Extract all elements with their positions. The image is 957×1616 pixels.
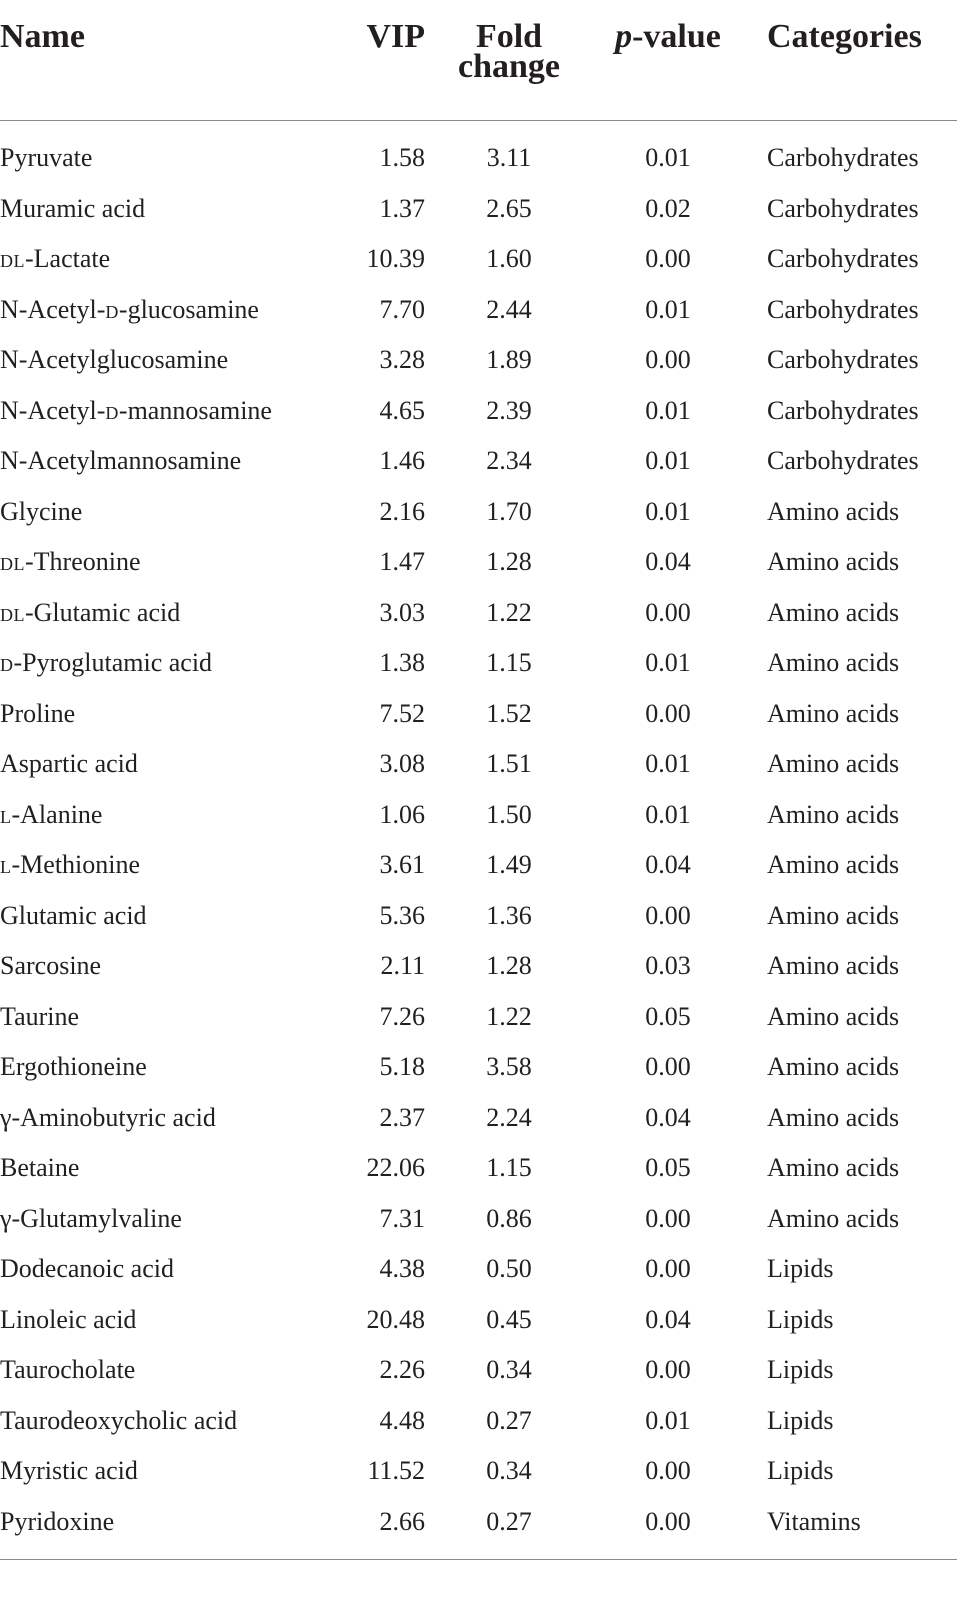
cell-name bbox=[0, 739, 340, 790]
table-row bbox=[0, 436, 957, 487]
header-p-italic: p bbox=[615, 18, 633, 55]
cell-category: Amino acids bbox=[767, 749, 900, 779]
cell-fold-change: 3.11 bbox=[486, 143, 532, 173]
cell-p-value: 0.00 bbox=[645, 1456, 691, 1486]
cell-category: Amino acids bbox=[767, 1052, 900, 1082]
cell-p-value: 0.01 bbox=[645, 648, 691, 678]
cell-category: Lipids bbox=[767, 1405, 834, 1435]
cell-name bbox=[0, 1497, 340, 1560]
stereo-marker: d bbox=[105, 395, 119, 425]
compound-name: -Methionine bbox=[11, 850, 141, 880]
cell-name bbox=[0, 1194, 340, 1245]
cell-p-value: 0.02 bbox=[645, 193, 691, 223]
cell-vip: 7.70 bbox=[379, 294, 425, 324]
cell-vip: 1.06 bbox=[379, 799, 425, 829]
table-body bbox=[0, 121, 957, 1560]
cell-vip: 4.48 bbox=[379, 1405, 425, 1435]
cell-category: Lipids bbox=[767, 1355, 834, 1385]
cell-category: Amino acids bbox=[767, 698, 900, 728]
stereo-marker: d bbox=[105, 294, 119, 324]
compound-name: -Threonine bbox=[25, 547, 141, 577]
compound-name-part1: N-Acetyl- bbox=[0, 294, 106, 324]
cell-p-value: 0.00 bbox=[593, 1497, 743, 1560]
compound-name: Myristic acid bbox=[0, 1456, 138, 1486]
stereo-prefix: l bbox=[0, 799, 12, 829]
cell-p-value: 0.00 bbox=[645, 1052, 691, 1082]
cell-category: Amino acids bbox=[767, 1153, 900, 1183]
cell-fold-change: 1.70 bbox=[486, 496, 532, 526]
cell-vip: 7.31 bbox=[379, 1203, 425, 1233]
cell-vip: 1.37 bbox=[379, 193, 425, 223]
cell-p-value: 0.00 bbox=[645, 698, 691, 728]
cell-vip: 2.66 bbox=[340, 1497, 425, 1560]
cell-name bbox=[0, 184, 340, 235]
cell-name bbox=[0, 1396, 340, 1447]
cell-p-value: 0.03 bbox=[645, 951, 691, 981]
cell-vip: 2.16 bbox=[379, 496, 425, 526]
cell-vip: 3.08 bbox=[379, 749, 425, 779]
cell-p-value: 0.01 bbox=[645, 143, 691, 173]
cell-vip: 10.39 bbox=[366, 244, 425, 274]
cell-name bbox=[0, 386, 340, 437]
cell-name bbox=[0, 1093, 340, 1144]
table-row bbox=[0, 941, 957, 992]
compound-name: γ-Aminobutyric acid bbox=[0, 1102, 216, 1132]
cell-vip: 1.46 bbox=[379, 446, 425, 476]
table-row bbox=[0, 1194, 957, 1245]
compound-name: Pyruvate bbox=[0, 143, 93, 173]
table-row bbox=[0, 1446, 957, 1497]
cell-name bbox=[0, 588, 340, 639]
cell-fold-change: 2.34 bbox=[486, 446, 532, 476]
cell-fold-change: 2.65 bbox=[486, 193, 532, 223]
cell-fold-change: 1.51 bbox=[486, 749, 532, 779]
table-row bbox=[0, 335, 957, 386]
header-fold-change bbox=[425, 0, 593, 121]
cell-p-value: 0.01 bbox=[645, 799, 691, 829]
cell-p-value: 0.00 bbox=[645, 900, 691, 930]
compound-name-part2: -glucosamine bbox=[118, 294, 259, 324]
cell-fold-change: 1.22 bbox=[486, 1001, 532, 1031]
compound-name: Taurodeoxycholic acid bbox=[0, 1405, 238, 1435]
cell-category: Amino acids bbox=[767, 597, 900, 627]
compound-name: Taurine bbox=[0, 1001, 80, 1031]
cell-category: Amino acids bbox=[767, 1001, 900, 1031]
compound-name-part2: -mannosamine bbox=[118, 395, 272, 425]
cell-fold-change: 1.60 bbox=[486, 244, 532, 274]
cell-name bbox=[0, 487, 340, 538]
cell-fold-change: 2.44 bbox=[486, 294, 532, 324]
compound-name: Ergothioneine bbox=[0, 1052, 147, 1082]
table-row bbox=[0, 638, 957, 689]
cell-fold-change: 1.28 bbox=[486, 547, 532, 577]
cell-category: Amino acids bbox=[767, 900, 900, 930]
cell-name bbox=[0, 1143, 340, 1194]
cell-category: Lipids bbox=[767, 1254, 834, 1284]
table-row bbox=[0, 588, 957, 639]
cell-vip: 2.11 bbox=[380, 951, 425, 981]
table-row bbox=[0, 1295, 957, 1346]
cell-name bbox=[0, 941, 340, 992]
cell-name bbox=[0, 121, 340, 184]
cell-fold-change: 1.89 bbox=[486, 345, 532, 375]
compound-name: Muramic acid bbox=[0, 193, 146, 223]
cell-name bbox=[0, 840, 340, 891]
table-header bbox=[0, 0, 957, 121]
cell-vip: 1.58 bbox=[379, 143, 425, 173]
cell-category: Amino acids bbox=[767, 951, 900, 981]
header-p-rest: -value bbox=[632, 18, 721, 55]
cell-fold-change: 1.22 bbox=[486, 597, 532, 627]
table-row bbox=[0, 1093, 957, 1144]
cell-category: Vitamins bbox=[743, 1497, 957, 1560]
cell-vip: 3.03 bbox=[379, 597, 425, 627]
cell-category: Carbohydrates bbox=[767, 244, 919, 274]
cell-category: Amino acids bbox=[767, 496, 900, 526]
compound-name-part1: N-Acetyl- bbox=[0, 395, 106, 425]
cell-vip: 4.38 bbox=[379, 1254, 425, 1284]
cell-name bbox=[0, 1295, 340, 1346]
cell-fold-change: 0.45 bbox=[486, 1304, 532, 1334]
cell-category: Amino acids bbox=[767, 547, 900, 577]
cell-category: Lipids bbox=[767, 1456, 834, 1486]
cell-name bbox=[0, 335, 340, 386]
cell-name bbox=[0, 1345, 340, 1396]
cell-fold-change: 3.58 bbox=[486, 1052, 532, 1082]
cell-p-value: 0.04 bbox=[645, 1102, 691, 1132]
cell-category: Amino acids bbox=[767, 799, 900, 829]
cell-category: Carbohydrates bbox=[767, 345, 919, 375]
stereo-prefix: d bbox=[0, 648, 14, 678]
cell-category: Carbohydrates bbox=[767, 143, 919, 173]
header-name: Name bbox=[0, 0, 340, 121]
cell-vip: 1.47 bbox=[379, 547, 425, 577]
table-row bbox=[0, 1244, 957, 1295]
cell-fold-change: 0.27 bbox=[425, 1497, 593, 1560]
cell-category: Carbohydrates bbox=[767, 193, 919, 223]
cell-p-value: 0.05 bbox=[645, 1001, 691, 1031]
cell-p-value: 0.00 bbox=[645, 1203, 691, 1233]
table-row bbox=[0, 285, 957, 336]
cell-p-value: 0.04 bbox=[645, 850, 691, 880]
table-row bbox=[0, 184, 957, 235]
cell-fold-change: 0.34 bbox=[486, 1355, 532, 1385]
cell-vip: 2.37 bbox=[379, 1102, 425, 1132]
table-row bbox=[0, 487, 957, 538]
cell-p-value: 0.01 bbox=[645, 1405, 691, 1435]
cell-vip: 4.65 bbox=[379, 395, 425, 425]
header-vip: VIP bbox=[340, 0, 425, 121]
cell-vip: 5.36 bbox=[379, 900, 425, 930]
cell-fold-change: 2.39 bbox=[486, 395, 532, 425]
table-row bbox=[0, 992, 957, 1043]
cell-vip: 7.26 bbox=[379, 1001, 425, 1031]
cell-vip: 5.18 bbox=[379, 1052, 425, 1082]
cell-fold-change: 1.28 bbox=[486, 951, 532, 981]
cell-category: Carbohydrates bbox=[767, 395, 919, 425]
table-row bbox=[0, 537, 957, 588]
cell-vip: 20.48 bbox=[366, 1304, 425, 1334]
table-row bbox=[0, 1396, 957, 1447]
cell-p-value: 0.00 bbox=[645, 244, 691, 274]
cell-name bbox=[0, 285, 340, 336]
cell-category: Amino acids bbox=[767, 1102, 900, 1132]
cell-p-value: 0.01 bbox=[645, 294, 691, 324]
compound-name: -Pyroglutamic acid bbox=[13, 648, 213, 678]
cell-fold-change: 2.24 bbox=[486, 1102, 532, 1132]
cell-fold-change: 0.34 bbox=[486, 1456, 532, 1486]
cell-name bbox=[0, 1244, 340, 1295]
table-row bbox=[0, 1345, 957, 1396]
table-row bbox=[0, 739, 957, 790]
compound-name: -Lactate bbox=[25, 244, 111, 274]
compound-name: N-Acetylglucosamine bbox=[0, 345, 229, 375]
compound-name: Aspartic acid bbox=[0, 749, 138, 779]
cell-name bbox=[0, 234, 340, 285]
stereo-prefix: dl bbox=[0, 547, 25, 577]
compound-name: Glycine bbox=[0, 496, 83, 526]
compound-name: Linoleic acid bbox=[0, 1304, 137, 1334]
table-row bbox=[0, 121, 957, 184]
compound-name: Dodecanoic acid bbox=[0, 1254, 174, 1284]
cell-category: Amino acids bbox=[767, 648, 900, 678]
cell-category: Carbohydrates bbox=[767, 446, 919, 476]
cell-vip: 2.26 bbox=[379, 1355, 425, 1385]
table-row bbox=[0, 790, 957, 841]
cell-p-value: 0.01 bbox=[645, 395, 691, 425]
cell-vip: 22.06 bbox=[366, 1153, 425, 1183]
header-row bbox=[0, 0, 957, 121]
cell-fold-change: 0.86 bbox=[486, 1203, 532, 1233]
cell-vip: 3.61 bbox=[379, 850, 425, 880]
cell-p-value: 0.00 bbox=[645, 597, 691, 627]
compound-name: -Glutamic acid bbox=[25, 597, 181, 627]
cell-vip: 11.52 bbox=[367, 1456, 425, 1486]
compound-name: Glutamic acid bbox=[0, 900, 147, 930]
cell-p-value: 0.05 bbox=[645, 1153, 691, 1183]
cell-vip: 3.28 bbox=[379, 345, 425, 375]
header-fold-line1: Fold bbox=[475, 18, 543, 55]
cell-category: Carbohydrates bbox=[767, 294, 919, 324]
cell-category: Lipids bbox=[767, 1304, 834, 1334]
cell-vip: 1.38 bbox=[379, 648, 425, 678]
compound-name: Sarcosine bbox=[0, 951, 102, 981]
table-row bbox=[0, 840, 957, 891]
compound-name: N-Acetylmannosamine bbox=[0, 446, 242, 476]
cell-p-value: 0.01 bbox=[645, 496, 691, 526]
table-row bbox=[0, 1143, 957, 1194]
cell-name bbox=[0, 1042, 340, 1093]
cell-name bbox=[0, 537, 340, 588]
cell-name bbox=[0, 891, 340, 942]
table-row bbox=[0, 386, 957, 437]
cell-p-value: 0.01 bbox=[645, 446, 691, 476]
compound-name: Pyridoxine bbox=[0, 1506, 115, 1536]
cell-fold-change: 1.36 bbox=[486, 900, 532, 930]
cell-fold-change: 1.52 bbox=[486, 698, 532, 728]
stereo-prefix: l bbox=[0, 850, 12, 880]
cell-p-value: 0.00 bbox=[645, 1254, 691, 1284]
table-row bbox=[0, 1042, 957, 1093]
cell-name bbox=[0, 689, 340, 740]
cell-p-value: 0.04 bbox=[645, 1304, 691, 1334]
cell-fold-change: 1.15 bbox=[486, 648, 532, 678]
header-p-value bbox=[593, 0, 743, 121]
header-categories: Categories bbox=[743, 0, 957, 121]
cell-name bbox=[0, 790, 340, 841]
cell-p-value: 0.00 bbox=[645, 345, 691, 375]
cell-vip: 7.52 bbox=[379, 698, 425, 728]
compound-name: Taurocholate bbox=[0, 1355, 136, 1385]
cell-fold-change: 0.50 bbox=[486, 1254, 532, 1284]
cell-fold-change: 1.49 bbox=[486, 850, 532, 880]
table-row bbox=[0, 689, 957, 740]
header-fold-line2: change bbox=[458, 48, 560, 85]
cell-p-value: 0.04 bbox=[645, 547, 691, 577]
compound-name: γ-Glutamylvaline bbox=[0, 1203, 182, 1233]
table-row bbox=[0, 891, 957, 942]
compound-name: Proline bbox=[0, 698, 76, 728]
cell-category: Amino acids bbox=[767, 850, 900, 880]
compound-name: -Alanine bbox=[11, 799, 103, 829]
cell-p-value: 0.01 bbox=[645, 749, 691, 779]
table-row bbox=[0, 234, 957, 285]
stereo-prefix: dl bbox=[0, 244, 25, 274]
cell-category: Amino acids bbox=[767, 1203, 900, 1233]
compound-name: Betaine bbox=[0, 1153, 80, 1183]
cell-name bbox=[0, 638, 340, 689]
cell-name bbox=[0, 1446, 340, 1497]
cell-fold-change: 1.15 bbox=[486, 1153, 532, 1183]
cell-fold-change: 0.27 bbox=[486, 1405, 532, 1435]
cell-name bbox=[0, 436, 340, 487]
table-row bbox=[0, 1497, 957, 1560]
stereo-prefix: dl bbox=[0, 597, 25, 627]
cell-p-value: 0.00 bbox=[645, 1355, 691, 1385]
cell-fold-change: 1.50 bbox=[486, 799, 532, 829]
cell-name bbox=[0, 992, 340, 1043]
